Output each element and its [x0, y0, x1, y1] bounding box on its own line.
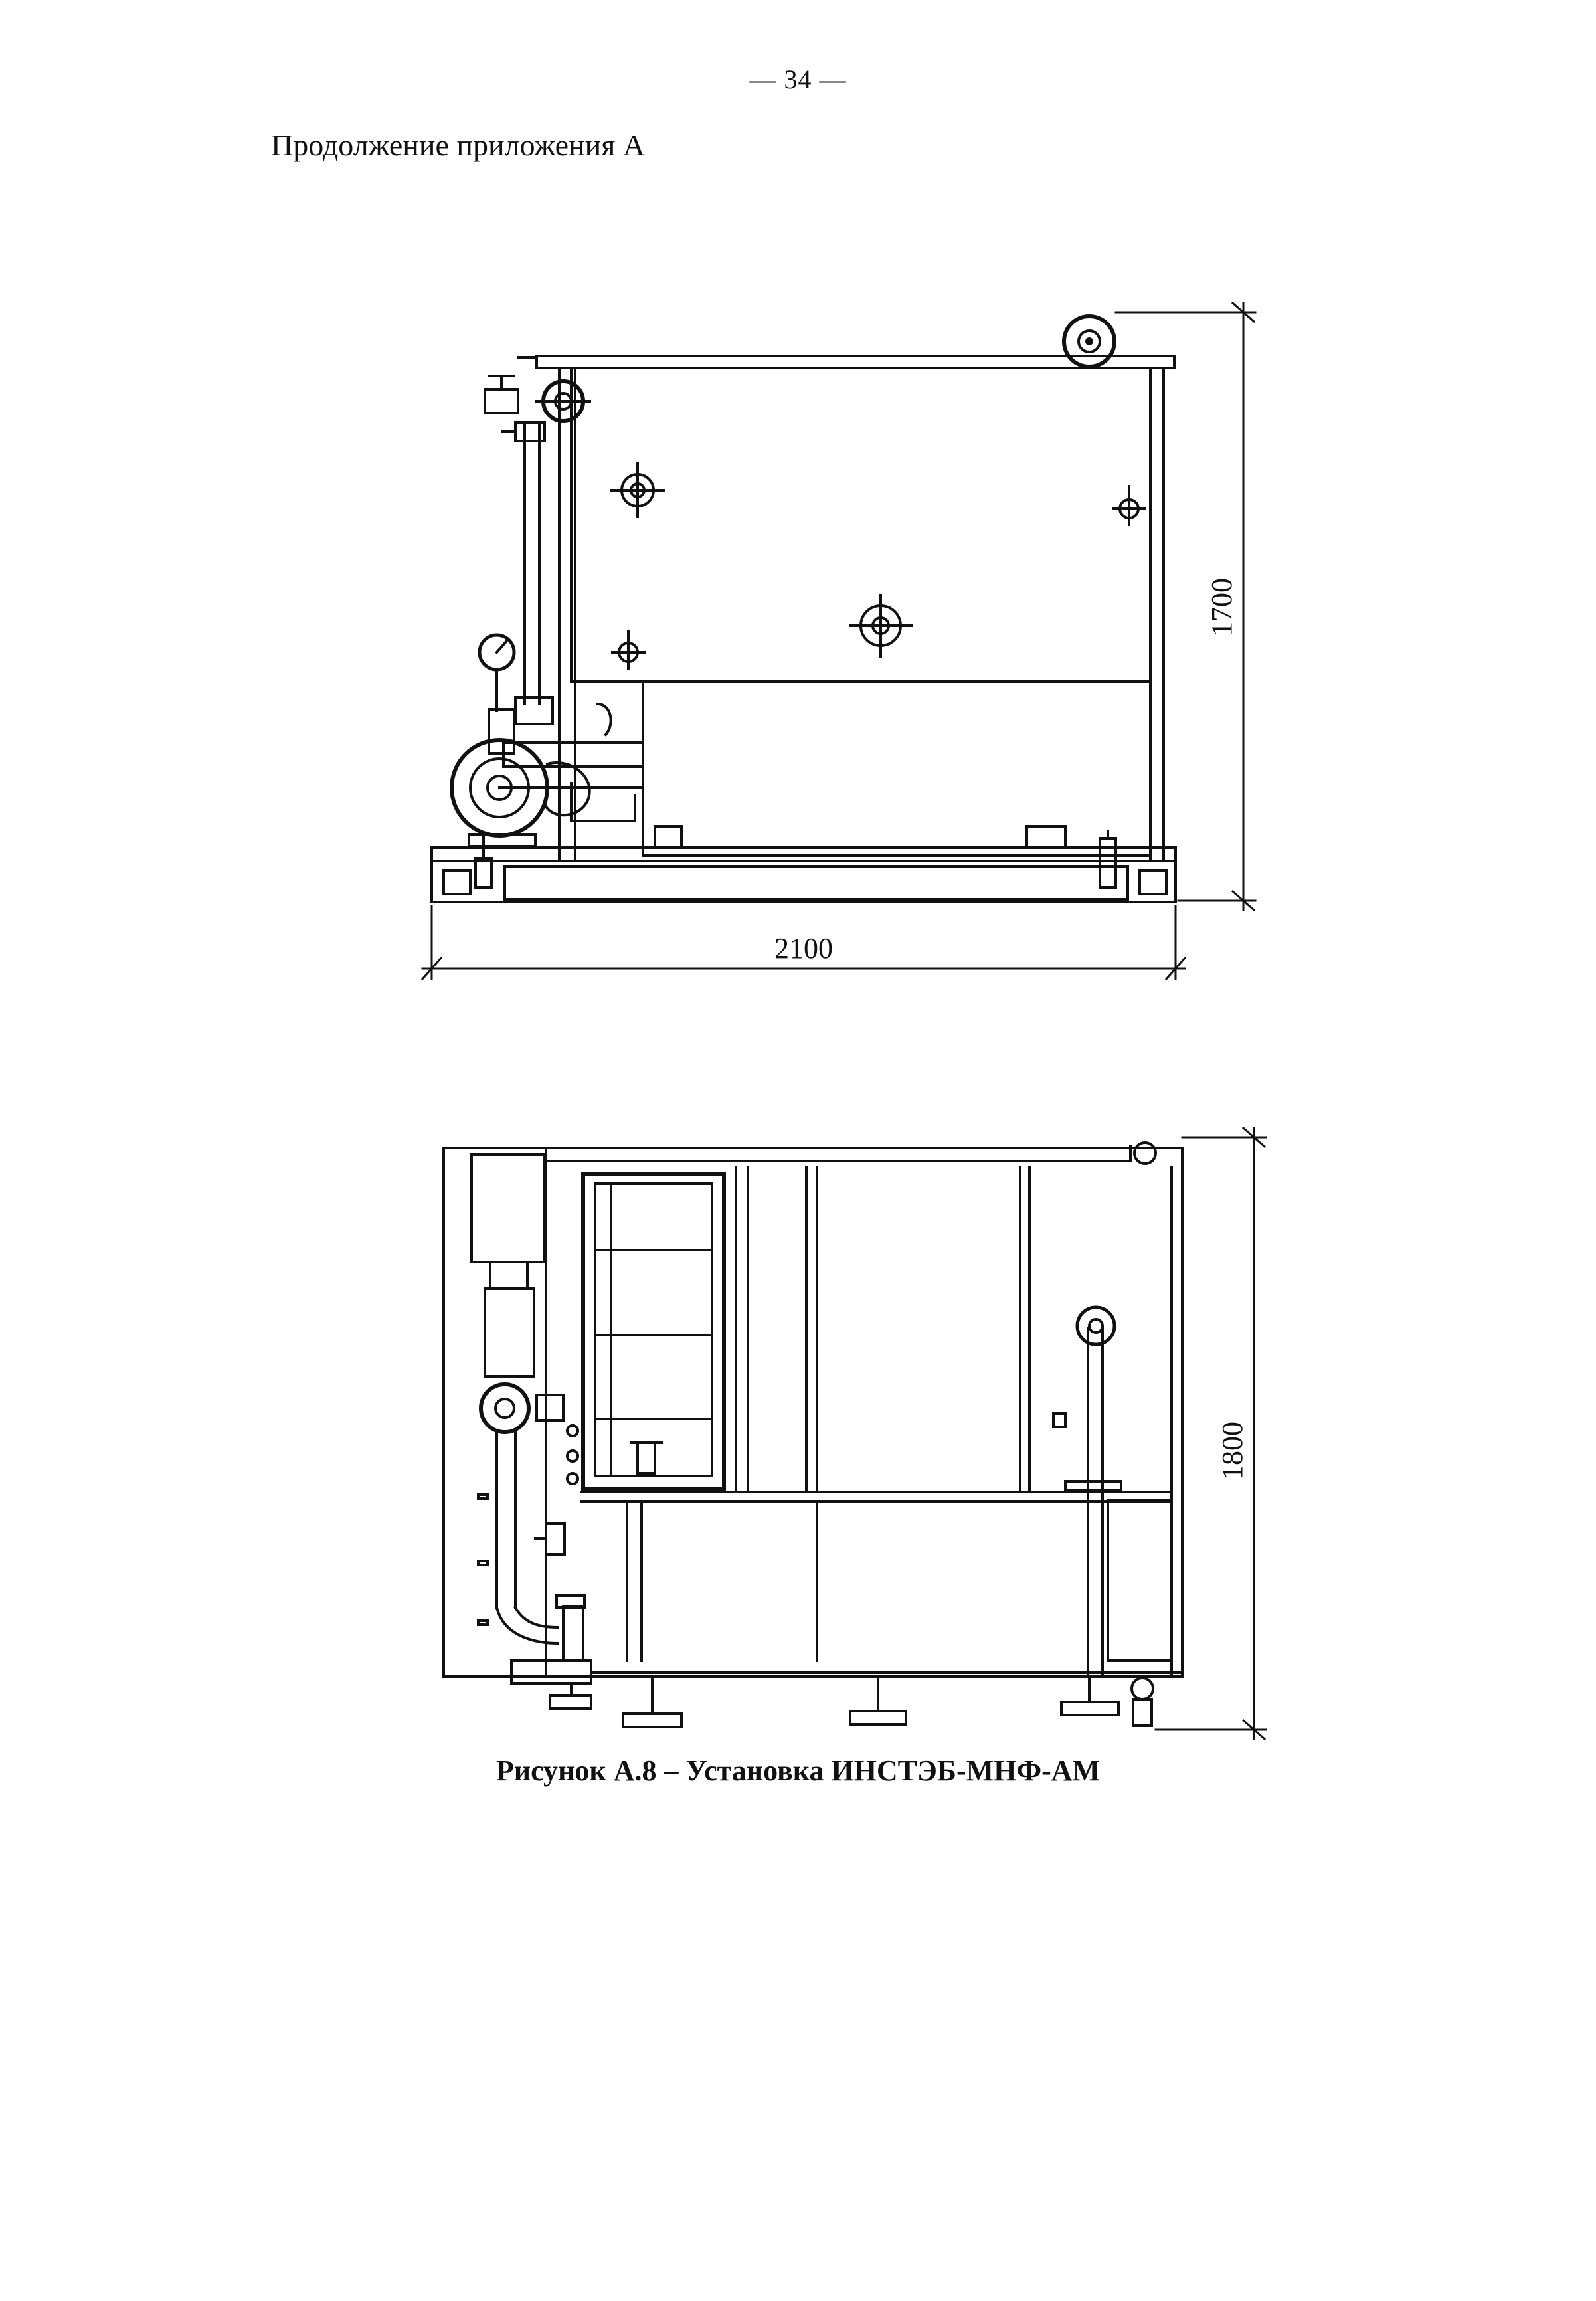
top-view-height-dimension-label: 1800	[1216, 1422, 1249, 1480]
pressure-gauge-icon	[480, 635, 514, 711]
motor-icon	[472, 1154, 545, 1376]
height-dimension-label: 1700	[1205, 578, 1238, 636]
rail-wheel-icon	[545, 1143, 1156, 1164]
foot-icon	[550, 1677, 1153, 1727]
appendix-continuation-heading: Продолжение приложения А	[271, 128, 646, 162]
sensor-icon	[1113, 486, 1145, 525]
side-view	[422, 303, 1255, 979]
width-dimension-label: 2100	[774, 932, 833, 965]
top-view	[444, 1128, 1266, 1739]
port-icon	[611, 464, 664, 517]
pump-icon	[478, 1384, 563, 1643]
port-icon	[850, 595, 911, 656]
figure-caption: Рисунок А.8 – Установка ИНСТЭБ-МНФ-АМ	[495, 1754, 1101, 1787]
pump-icon	[452, 697, 643, 846]
small-valve-icon	[535, 1426, 578, 1554]
sensor-icon	[612, 631, 644, 668]
page-number: — 34 —	[749, 64, 847, 94]
top-wheel-icon	[1064, 316, 1114, 367]
